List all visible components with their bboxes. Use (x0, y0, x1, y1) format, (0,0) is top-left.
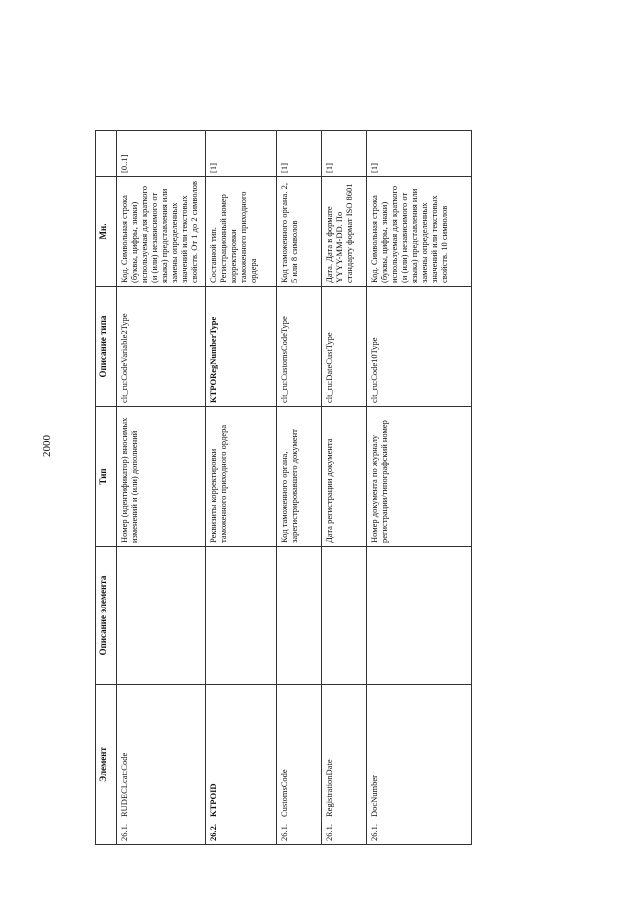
cell-mn: Код. Символьная строка (буквы, цифры, знаки) используемая для краткого (и (или) независимого от языка) представления или замены определенных значений или текстовых свойств. 10 символов (367, 177, 472, 287)
header-mn: Мн. (96, 177, 117, 287)
cell-type-desc: clt_ru:Code10Type (367, 287, 472, 407)
cell-type: Дата регистрации документа (322, 407, 367, 547)
table-row (277, 131, 322, 845)
rotated-table-container (95, 45, 515, 845)
cell-card: [0..1] (117, 131, 206, 177)
header-row (96, 131, 117, 845)
cell-card: [1] (277, 131, 322, 177)
cell-type: Номер документа по журналу регистрации/типографский номер (367, 407, 472, 547)
header-card (96, 131, 117, 177)
table-row (322, 131, 367, 845)
cell-element-desc (322, 547, 367, 685)
cell-type: Реквизиты корректировки таможенного приходного ордера (206, 407, 277, 547)
cell-mn: Код таможенного органа. 2, 5 или 8 символов (277, 177, 322, 287)
cell-element-desc (206, 547, 277, 685)
cell-type: Код таможенного органа, зарегистрировавшего документ (277, 407, 322, 547)
cell-element: 26.2.KTPOID (206, 685, 277, 845)
cell-element: 26.1.RegistrationDate (322, 685, 367, 845)
cell-mn: Дата. Дата в формате YYYY-MM-DD. По стандарту формат ISO 8601 (322, 177, 367, 287)
cell-type-desc: clt_ru:DateCustType (322, 287, 367, 407)
header-element: Элемент (96, 685, 117, 845)
cell-type: Номер (идентификатор) вносимых изменений и (или) дополнений (117, 407, 206, 547)
header-element-desc: Описание элемента (96, 547, 117, 685)
cell-card: [1] (322, 131, 367, 177)
cell-element-desc (277, 547, 322, 685)
cell-card: [1] (206, 131, 277, 177)
table-row (117, 131, 206, 845)
table-row (367, 131, 472, 845)
schema-table (95, 130, 472, 845)
table-row (206, 131, 277, 845)
cell-type-desc: KTPORegNumberType (206, 287, 277, 407)
cell-type-desc: clt_ru:CustomsCodeType (277, 287, 322, 407)
cell-element: 26.1.RUDECLcat:Code (117, 685, 206, 845)
cell-mn: Код. Символьная строка (буквы, цифры, знаки) используемая для краткого (и (или) независимого от языка) представления или замены определенных значений или текстовых свойств. От 1 до 2 символов (117, 177, 206, 287)
cell-card: [1] (367, 131, 472, 177)
header-type-desc: Описание типа (96, 287, 117, 407)
cell-type-desc: clt_ru:CodeVariable2Type (117, 287, 206, 407)
cell-element: 26.1.DocNumber (367, 685, 472, 845)
cell-mn: Составной тип. Регистрационный номер корректировки таможенного приходного ордера (206, 177, 277, 287)
cell-element: 26.1.CustomsCode (277, 685, 322, 845)
cell-element-desc (367, 547, 472, 685)
page-number: 2000 (41, 435, 53, 457)
cell-element-desc (117, 547, 206, 685)
header-type: Тип (96, 407, 117, 547)
